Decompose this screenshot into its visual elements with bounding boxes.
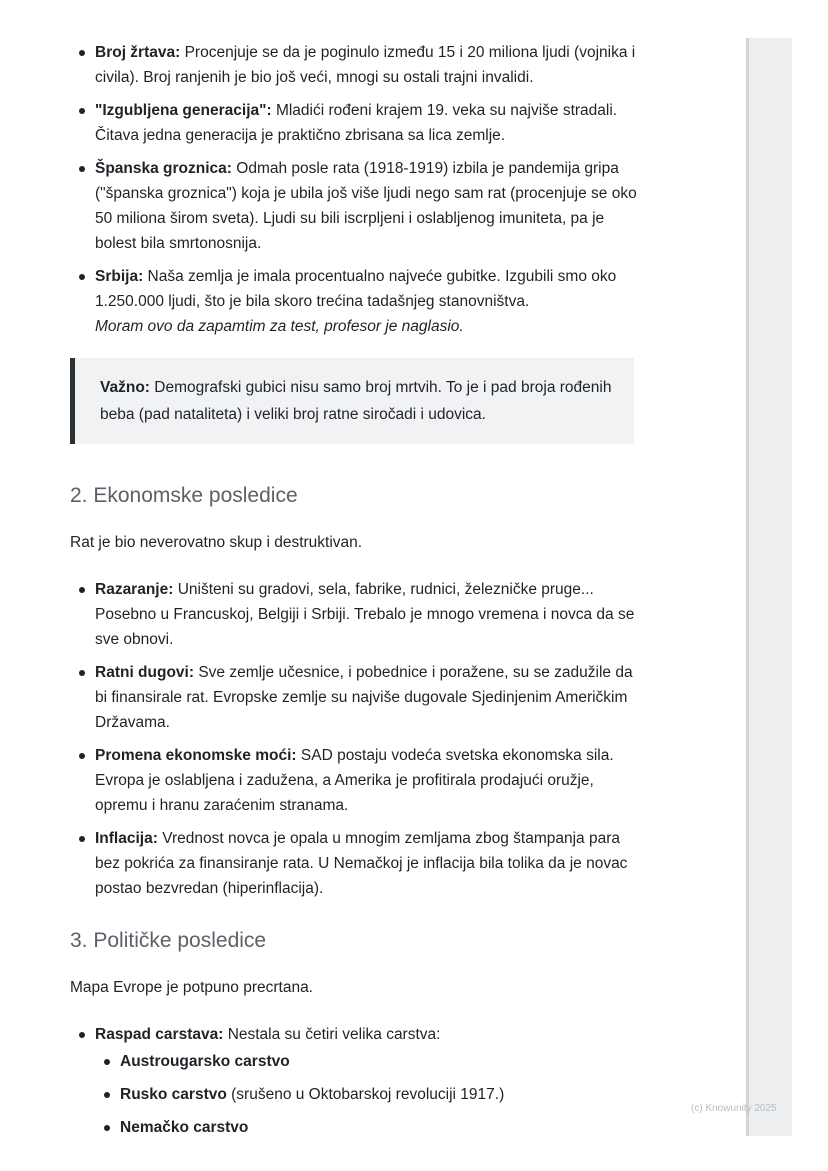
- list-item: [70, 660, 640, 735]
- list-item: [70, 826, 640, 901]
- item-text: Vrednost novca je opala u mnogim zemljama zbog štampanja para bez pokrića za finansiranje rata. U Nemačkoj je inflacija bila tolika da je novac postao bezvredan (hiperinflacija).: [95, 830, 628, 897]
- economic-intro: Rat je bio neverovatno skup i destruktivan.: [70, 534, 363, 551]
- right-margin-rule: [746, 38, 749, 1136]
- empire-name: Rusko carstvo: [120, 1086, 227, 1103]
- item-term: Ratni dugovi:: [95, 664, 195, 681]
- list-item: [70, 577, 640, 652]
- list-item: [70, 264, 640, 339]
- empire-name: Nemačko carstvo: [120, 1119, 249, 1136]
- item-term: Promena ekonomske moći:: [95, 747, 297, 764]
- empires-list: [95, 1049, 640, 1140]
- empire-item: [95, 1049, 640, 1074]
- item-text: Nestala su četiri velika carstva:: [227, 1026, 441, 1043]
- list-item: [70, 743, 640, 818]
- list-item: [70, 156, 640, 256]
- list-item: [70, 40, 640, 90]
- item-term: Raspad carstava:: [95, 1026, 224, 1043]
- item-text: Mladići rođeni krajem 19. veka su najviše stradali. Čitava jedna generacija je praktično zbrisana sa lica zemlje.: [95, 102, 618, 144]
- callout-accent-bar: [70, 358, 75, 444]
- item-text: Naša zemlja je imala procentualno najveće gubitke. Izgubili smo oko 1.250.000 ljudi, što je bila skoro trećina tadašnjeg stanovništva.: [95, 268, 617, 310]
- empire-item: [95, 1115, 640, 1140]
- item-term: Srbija:: [95, 268, 144, 285]
- empire-name: Austrougarsko carstvo: [120, 1053, 290, 1070]
- demographic-list: [70, 40, 640, 339]
- item-term: Broj žrtava:: [95, 44, 181, 61]
- political-intro: Mapa Evrope je potpuno precrtana.: [70, 979, 313, 996]
- list-item: [70, 1022, 640, 1140]
- economic-list: [70, 577, 640, 901]
- empire-detail: (srušeno u Oktobarskoj revoluciji 1917.): [231, 1086, 505, 1103]
- political-heading: 3. Političke posledice: [70, 929, 267, 952]
- item-text: SAD postaju vodeća svetska ekonomska sila. Evropa je oslabljena i zadužena, a Amerika je profitirala prodajući oružje, opremu i hranu zaraćenim stranama.: [95, 747, 614, 814]
- political-list: [70, 1022, 640, 1140]
- copyright-watermark: (c) Knowunity 2025: [691, 1103, 777, 1114]
- item-text: Odmah posle rata (1918-1919) izbila je pandemija gripa ("španska groznica") koja je ubila još više ljudi nego sam rat (procenjuje se oko 50 miliona širom sveta). Ljudi su bili iscrpljeni i oslabljenog imuniteta, pa je bolest bila smrtonosnija.: [95, 160, 637, 252]
- right-margin-panel: [746, 38, 792, 1136]
- important-callout: [70, 358, 634, 444]
- economic-heading: 2. Ekonomske posledice: [70, 484, 298, 507]
- callout-term: Važno:: [100, 379, 150, 396]
- item-text: Sve zemlje učesnice, i pobednice i poražene, su se zadužile da bi finansirale rat. Evropske zemlje su najviše dugovale Sjedinjenim Američkim Državama.: [95, 664, 633, 731]
- document-body: [70, 40, 640, 1148]
- item-text: Procenjuje se da je poginulo između 15 i 20 miliona ljudi (vojnika i civila). Broj ranjenih je bio još veći, mnogi su ostali trajni invalidi.: [95, 44, 636, 86]
- item-term: Španska groznica:: [95, 160, 232, 177]
- item-text: Uništeni su gradovi, sela, fabrike, rudnici, železničke pruge... Posebno u Francuskoj, Belgiji i Srbiji. Trebalo je mnogo vremena i novca da se sve obnovi.: [95, 581, 635, 648]
- item-term: "Izgubljena generacija":: [95, 102, 272, 119]
- item-term: Inflacija:: [95, 830, 158, 847]
- empire-item: [95, 1082, 640, 1107]
- item-term: Razaranje:: [95, 581, 174, 598]
- callout-text: Demografski gubici nisu samo broj mrtvih. To je i pad broja rođenih beba (pad nataliteta) i veliki broj ratne siročadi i udovica.: [100, 379, 612, 423]
- list-item: [70, 98, 640, 148]
- personal-note: Moram ovo da zapamtim za test, profesor je naglasio.: [95, 318, 464, 335]
